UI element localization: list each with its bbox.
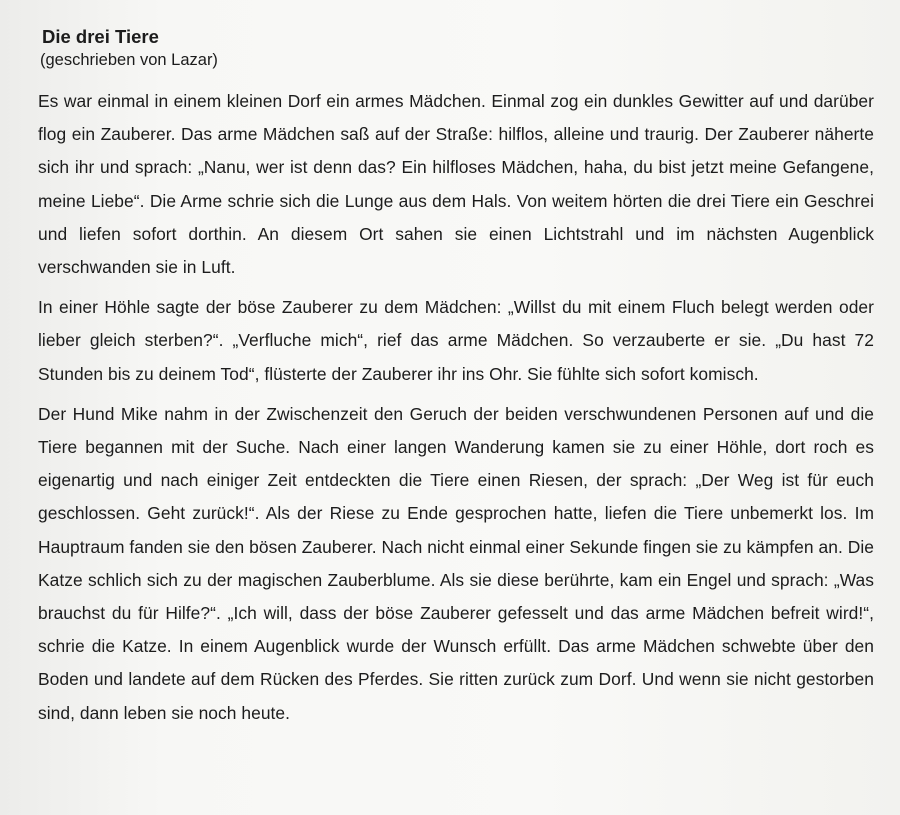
document-subtitle: (geschrieben von Lazar) <box>40 51 218 69</box>
paragraph-3: Der Hund Mike nahm in der Zwischenzeit den Geruch der beiden verschwundenen Personen auf und die Tiere begannen mit der Suche. Nach einer langen Wanderung kamen sie zu einer Höhle, dort roch es eigenartig und nach einiger Zeit entdeckten die Tiere einen Riesen, der sprach: „Der Weg ist für euch geschlossen. Geht zurück!“. Als der Riese zu Ende gesprochen hatte, liefen die Tiere unbemerkt los. Im Hauptraum fanden sie den bösen Zauberer. Nach nicht einmal einer Sekunde fingen sie zu kämpfen an. Die Katze schlich sich zu der magischen Zauberblume. Als sie diese berührte, kam ein Engel und sprach: „Was brauchst du für Hilfe?“. „Ich will, dass der böse Zauberer gefesselt und das arme Mädchen befreit wird!“, schrie die Katze. In einem Augenblick wurde der Wunsch erfüllt. Das arme Mädchen schwebte über den Boden und landete auf dem Rücken des Pferdes. Sie ritten zurück zum Dorf. Und wenn sie nicht gestorben sind, dann leben sie noch heute. <box>38 403 874 723</box>
paragraph-1: Es war einmal in einem kleinen Dorf ein armes Mädchen. Einmal zog ein dunkles Gewitter auf und darüber flog ein Zauberer. Das arme Mädchen saß auf der Straße: hilflos, alleine und traurig. Der Zauberer näherte sich ihr und sprach: „Nanu, wer ist denn das? Ein hilfloses Mädchen, haha, du bist jetzt meine Gefangene, meine Liebe“. Die Arme schrie sich die Lunge aus dem Hals. Von weitem hörten die drei Tiere ein Geschrei und liefen sofort dorthin. An diesem Ort sahen sie einen Lichtstrahl und im nächsten Augenblick verschwanden sie in Luft. <box>38 91 874 278</box>
document-title: Die drei Tiere <box>42 26 159 47</box>
paragraph-2: In einer Höhle sagte der böse Zauberer zu dem Mädchen: „Willst du mit einem Fluch belegt werden oder lieber gleich sterben?“. „Verfluche mich“, rief das arme Mädchen. So verzauberte er sie. „Du hast 72 Stunden bis zu deinem Tod“, flüsterte der Zauberer ihr ins Ohr. Sie fühlte sich sofort komisch. <box>38 297 874 384</box>
